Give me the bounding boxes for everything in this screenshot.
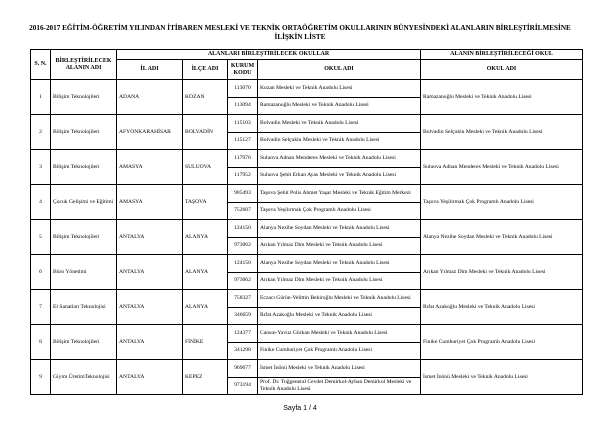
- table-row: [31, 360, 583, 378]
- row-alan: Bilişim Teknolojileri: [51, 80, 117, 115]
- row-ilce: ALANYA: [183, 290, 228, 325]
- row-sn: 7: [31, 290, 51, 325]
- row-okul-adi: Arıkan Yılmaz Dim Mesleki ve Teknik Anadolu Lisesi: [258, 237, 421, 255]
- row-okul-adi: Bolvadin Mesleki ve Teknik Anadolu Lisesi: [258, 115, 421, 133]
- row-kurum-kodu: 973062: [228, 272, 258, 290]
- document-title: [0, 24, 600, 42]
- header-kurum-kodu: KURUM KODU: [228, 60, 258, 80]
- header-sn: S. N.: [31, 50, 51, 80]
- row-hedef-okul: Alanya Nezihe Soydan Mesleki ve Teknik Anadolu Lisesi: [421, 220, 583, 255]
- row-il: ADANA: [117, 80, 183, 115]
- row-hedef-okul: İsmet İnönü Mesleki ve Teknik Anadolu Lisesi: [421, 360, 583, 395]
- table-row: [31, 325, 583, 343]
- row-okul-adi: Bolvadin Selçuklu Mesleki ve Teknik Anadolu Lisesi: [258, 132, 421, 150]
- row-kurum-kodu: 117976: [228, 150, 258, 168]
- row-ilce: TAŞOVA: [183, 185, 228, 220]
- row-kurum-kodu: 752607: [228, 202, 258, 220]
- row-kurum-kodu: 115103: [228, 115, 258, 133]
- header-group-target: ALANIN BİRLEŞTİRİLECEĞİ OKUL: [421, 50, 583, 60]
- row-kurum-kodu: 115127: [228, 132, 258, 150]
- row-alan: Giyim ÜretimTeknolojisi: [51, 360, 117, 395]
- row-ilce: FİNİKE: [183, 325, 228, 360]
- page-footer: Sayfa 1 / 4: [283, 405, 317, 412]
- header-hedef-okul-adi: OKUL ADI: [421, 60, 583, 80]
- row-kurum-kodu: 117952: [228, 167, 258, 185]
- row-kurum-kodu: 341298: [228, 342, 258, 360]
- row-hedef-okul: Suluova Adnan Menderes Mesleki ve Teknik Anadolu Lisesi: [421, 150, 583, 185]
- row-il: ANTALYA: [117, 290, 183, 325]
- row-okul-adi: Ramazanoğlu Mesleki ve Teknik Anadolu Lisesi: [258, 97, 421, 115]
- row-hedef-okul: Finike Cumhuriyet Çok Programlı Anadolu Lisesi: [421, 325, 583, 360]
- row-alan: Bilişim Teknolojileri: [51, 150, 117, 185]
- row-ilce: BOLVADİN: [183, 115, 228, 150]
- row-alan: Bilişim Teknolojileri: [51, 220, 117, 255]
- row-ilce: KEPEZ: [183, 360, 228, 395]
- row-kurum-kodu: 758327: [228, 290, 258, 308]
- row-il: ANTALYA: [117, 255, 183, 290]
- row-il: AFYONKARAHİSAR: [117, 115, 183, 150]
- row-sn: 5: [31, 220, 51, 255]
- row-il: ANTALYA: [117, 325, 183, 360]
- table-row: [31, 220, 583, 238]
- row-kurum-kodu: 124150: [228, 255, 258, 273]
- merge-table: [30, 49, 583, 395]
- row-hedef-okul: Arıkan Yılmaz Dim Mesleki ve Teknik Anadolu Lisesi: [421, 255, 583, 290]
- title-line-2: İLİŞKİN LİSTE: [274, 33, 326, 41]
- row-ilce: ALANYA: [183, 220, 228, 255]
- row-ilce: ALANYA: [183, 255, 228, 290]
- row-okul-adi: Suluova Şehit Erkan Ayas Mesleki ve Teknik Anadolu Lisesi: [258, 167, 421, 185]
- header-ilce: İLÇE ADI: [183, 60, 228, 80]
- table-row: [31, 80, 583, 98]
- row-hedef-okul: Rıfat Azakoğlu Mesleki ve Teknik Anadolu Lisesi: [421, 290, 583, 325]
- row-okul-adi: İsmet İnönü Mesleki ve Teknik Anadolu Lisesi: [258, 360, 421, 378]
- table-row: [31, 290, 583, 308]
- row-okul-adi: Rıfat Azakoğlu Mesleki ve Teknik Anadolu Lisesi: [258, 307, 421, 325]
- header-group-schools: ALANLARI BİRLEŞTİRİLECEK OKULLAR: [117, 50, 421, 60]
- title-line-1: 2016-2017 EĞİTİM-ÖĞRETİM YILINDAN İTİBAREN MESLEKİ VE TEKNİK ORTAÖĞRETİM OKULLARININ BÜNYESİNDEKİ ALANLARIN BİRLEŞTİRİLMESİNE: [29, 24, 571, 32]
- row-sn: 9: [31, 360, 51, 395]
- row-hedef-okul: Bolvadin Selçuklu Mesleki ve Teknik Anadolu Lisesi: [421, 115, 583, 150]
- row-kurum-kodu: 973062: [228, 237, 258, 255]
- row-ilce: KOZAN: [183, 80, 228, 115]
- row-kurum-kodu: 124377: [228, 325, 258, 343]
- row-hedef-okul: Ramazanoğlu Mesleki ve Teknik Anadolu Lisesi: [421, 80, 583, 115]
- row-kurum-kodu: 346659: [228, 307, 258, 325]
- row-okul-adi: Arıkan Yılmaz Dim Mesleki ve Teknik Anadolu Lisesi: [258, 272, 421, 290]
- row-sn: 1: [31, 80, 51, 115]
- row-okul-adi: Kozan Mesleki ve Teknik Anadolu Lisesi: [258, 80, 421, 98]
- row-ilce: SULUOVA: [183, 150, 228, 185]
- row-alan: Büro Yönetimi: [51, 255, 117, 290]
- row-alan: El Sanatları Teknolojisi: [51, 290, 117, 325]
- row-sn: 3: [31, 150, 51, 185]
- row-okul-adi: Cansın-Yavuz Gürkan Mesleki ve Teknik Anadolu Lisesi: [258, 325, 421, 343]
- row-alan: Bilişim Teknolojileri: [51, 115, 117, 150]
- row-il: AMASYA: [117, 185, 183, 220]
- row-okul-adi: Eczacı Gürün-Velittin Bekiroğlu Mesleki ve Teknik Anadolu Lisesi: [258, 290, 421, 308]
- header-okul-adi: OKUL ADI: [258, 60, 421, 80]
- row-okul-adi: Suluova Adnan Menderes Mesleki ve Teknik Anadolu Lisesi: [258, 150, 421, 168]
- row-okul-adi: Alanya Nezihe Soydan Mesleki ve Teknik Anadolu Lisesi: [258, 255, 421, 273]
- row-kurum-kodu: 113094: [228, 97, 258, 115]
- table-row: [31, 185, 583, 203]
- header-il: İL ADI: [117, 60, 183, 80]
- row-sn: 8: [31, 325, 51, 360]
- row-sn: 4: [31, 185, 51, 220]
- row-il: ANTALYA: [117, 220, 183, 255]
- row-kurum-kodu: 905493: [228, 185, 258, 203]
- row-okul-adi: Prof. Dr. Tuğgeneral Cevdet Demirkol-Ayhan Demirkol Mesleki ve Teknik Anadolu Lisesi: [258, 377, 421, 395]
- row-alan: Çocuk Gelişimi ve Eğitimi: [51, 185, 117, 220]
- row-hedef-okul: Taşova Yeşilırmak Çok Programlı Anadolu Lisesi: [421, 185, 583, 220]
- row-kurum-kodu: 124150: [228, 220, 258, 238]
- row-okul-adi: Alanya Nezihe Soydan Mesleki ve Teknik Anadolu Lisesi: [258, 220, 421, 238]
- row-sn: 6: [31, 255, 51, 290]
- table-row: [31, 255, 583, 273]
- table-row: [31, 150, 583, 168]
- row-okul-adi: Finike Cumhuriyet Çok Programlı Anadolu Lisesi: [258, 342, 421, 360]
- header-alan: BİRLEŞTİRİLECEK ALANIN ADI: [51, 50, 117, 80]
- row-kurum-kodu: 113070: [228, 80, 258, 98]
- row-sn: 2: [31, 115, 51, 150]
- row-okul-adi: Taşova Şehit Polis Ahmet Yaşar Mesleki ve Teknik Eğitim Merkezi: [258, 185, 421, 203]
- row-kurum-kodu: 973194: [228, 377, 258, 395]
- row-kurum-kodu: 969677: [228, 360, 258, 378]
- table-row: [31, 115, 583, 133]
- row-il: AMASYA: [117, 150, 183, 185]
- row-alan: Bilişim Teknolojileri: [51, 325, 117, 360]
- row-okul-adi: Taşova Yeşilırmak Çok Programlı Anadolu Lisesi: [258, 202, 421, 220]
- row-il: ANTALYA: [117, 360, 183, 395]
